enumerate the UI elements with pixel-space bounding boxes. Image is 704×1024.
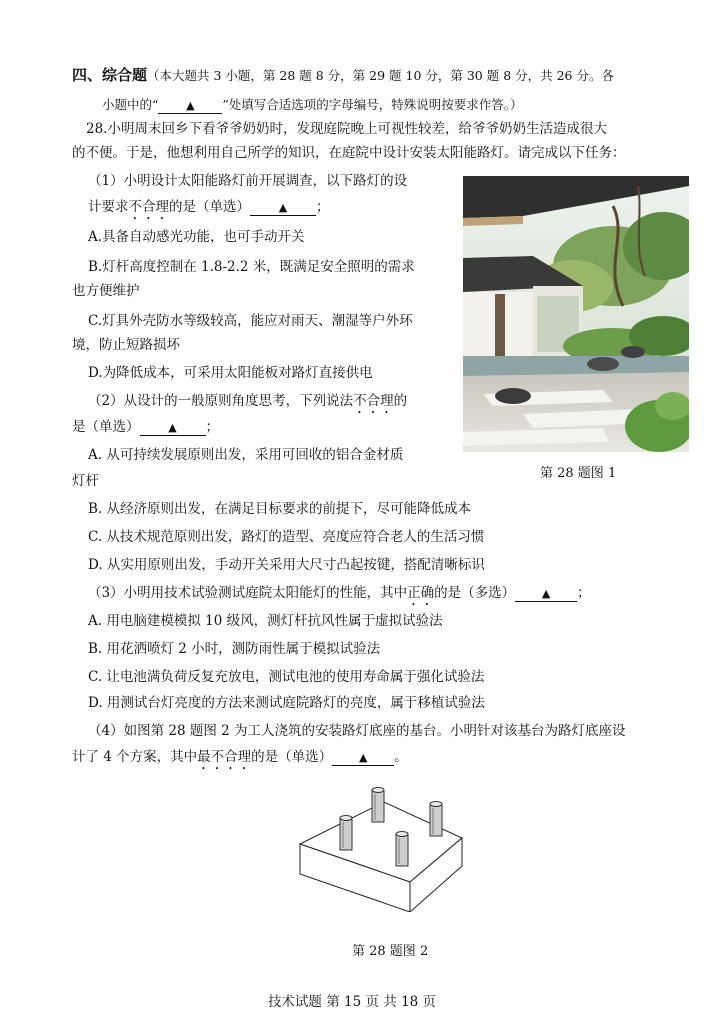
note-text-b: ”处填写合适选项的字母编号，特殊说明按要求作答。） [222,97,523,112]
page-footer: 技术试题 第 15 页 共 18 页 [267,994,437,1010]
p3-stem [88,584,591,609]
p2-end: ； [205,419,219,435]
blank-mark: ▲ [278,201,288,214]
p1-stem-text: 计要求 [88,199,129,215]
bolt-2 [430,802,442,837]
p1-option-c-1: C.灯具外壳防水等级较高，能应对雨天、潮湿等户外环 [88,313,413,329]
p1-emphasis: 不合理 [128,199,169,215]
p1-stem-2 [88,198,330,223]
bolt-3 [340,816,352,851]
bolt-1 [372,788,384,823]
p2-stem-text-b: 的 [393,393,408,409]
p3-stem-text-b: 的是（多选） [434,585,516,601]
p3-option-a: A. 用电脑建模模拟 10 级风，测灯杆抗风性属于虚拟试验法 [88,613,443,629]
blank-mark: ▲ [541,587,551,600]
blank-mark: ▲ [186,99,195,112]
p1-stem-1: （1）小明设计太阳能路灯前开展调查，以下路灯的设 [88,173,408,189]
courtyard-photo [463,176,689,452]
p4-stem-1: （4）如图第 28 题图 2 为工人浇筑的安装路灯底座的基台。小明针对该基台为路灯底座设 [88,723,626,739]
p3-emphasis: 正确 [407,585,435,601]
p3-answer-blank [515,586,577,602]
section-header [72,66,614,85]
p2-stem-2 [72,418,219,436]
p4-stem-text-b: 的是（单选） [251,749,333,765]
p2-option-b: B. 从经济原则出发，在满足目标要求的前提下，尽可能降低成本 [88,501,472,517]
p2-emphasis: 不合理 [353,393,394,409]
p3-stem-text: （3）小明用技术试验测试庭院太阳能灯的性能，其中 [88,585,408,601]
p3-option-d: D. 用测试台灯亮度的方法来测试庭院路灯的亮度，属于移植试验法 [88,695,485,711]
bolt-4 [396,832,408,867]
p2-stem-text: （2）从设计的一般原则角度思考，下列说法 [88,393,354,409]
blank-mark: ▲ [358,751,368,764]
courtyard-illustration [463,176,689,452]
p2-option-a-2: 灯杆 [72,473,99,489]
fig1-caption: 第 28 题图 1 [540,466,617,481]
p3-end: ； [577,585,591,601]
p2-option-a-1: A. 从可持续发展原则出发，采用可回收的铝合金材质 [88,447,404,463]
p2-stem-1 [88,392,407,417]
q28-intro-2: 的不便。于是，他想利用自己所学的知识，在庭院中设计安装太阳能路灯。请完成以下任务： [72,145,626,161]
p1-option-b-2: 也方便维护 [72,283,140,299]
p4-stem-text: 计了 4 个方案，其中 [72,749,198,765]
p1-answer-blank [250,200,316,216]
p2-stem-text-c: 是（单选） [72,419,140,435]
q28-intro-1: 28.小明周末回乡下看爷爷奶奶时，发现庭院晚上可视性较差，给爷爷奶奶生活造成很大 [86,121,607,137]
blank-mark: ▲ [168,421,177,434]
p1-option-d: D.为降低成本，可采用太阳能板对路灯直接供电 [88,365,373,381]
p1-option-c-2: 境，防止短路损坏 [72,337,180,353]
p3-option-c: C. 让电池满负荷反复充放电，测试电池的使用寿命属于强化试验法 [88,669,485,685]
note-text-a: 小题中的“ [102,97,159,112]
p4-end: 。 [394,749,408,765]
p2-answer-blank [140,420,206,436]
p1-option-b-1: B.灯杆高度控制在 1.8-2.2 米，既满足安全照明的需求 [88,259,415,275]
base-platform-drawing [296,782,466,912]
section-note-line2 [102,96,523,114]
p2-option-d: D. 从实用原则出发，手动开关采用大尺寸凸起按键，搭配清晰标识 [88,557,485,573]
p2-option-c: C. 从技术规范原则出发，路灯的造型、亮度应符合老人的生活习惯 [88,529,485,545]
p1-end: ； [316,199,330,215]
section-note-line1: （本大题共 3 小题，第 28 题 8 分，第 29 题 10 分，第 30 题 8 分，共 26 分。各 [147,68,614,83]
p1-stem-text-b: 的是（单选） [169,199,250,215]
fig2-caption: 第 28 题图 2 [352,944,429,959]
p3-option-b: B. 用花洒喷灯 2 小时，测防雨性属于模拟试验法 [88,641,381,657]
base-platform-figure [296,782,466,912]
p1-option-a: A.具备自动感光功能，也可手动开关 [88,229,305,245]
p4-emphasis: 最不合理 [197,749,252,765]
p4-answer-blank [332,750,394,766]
answer-blank [158,98,222,114]
section-title: 四、综合题 [72,66,148,84]
p4-stem-2 [72,748,408,773]
